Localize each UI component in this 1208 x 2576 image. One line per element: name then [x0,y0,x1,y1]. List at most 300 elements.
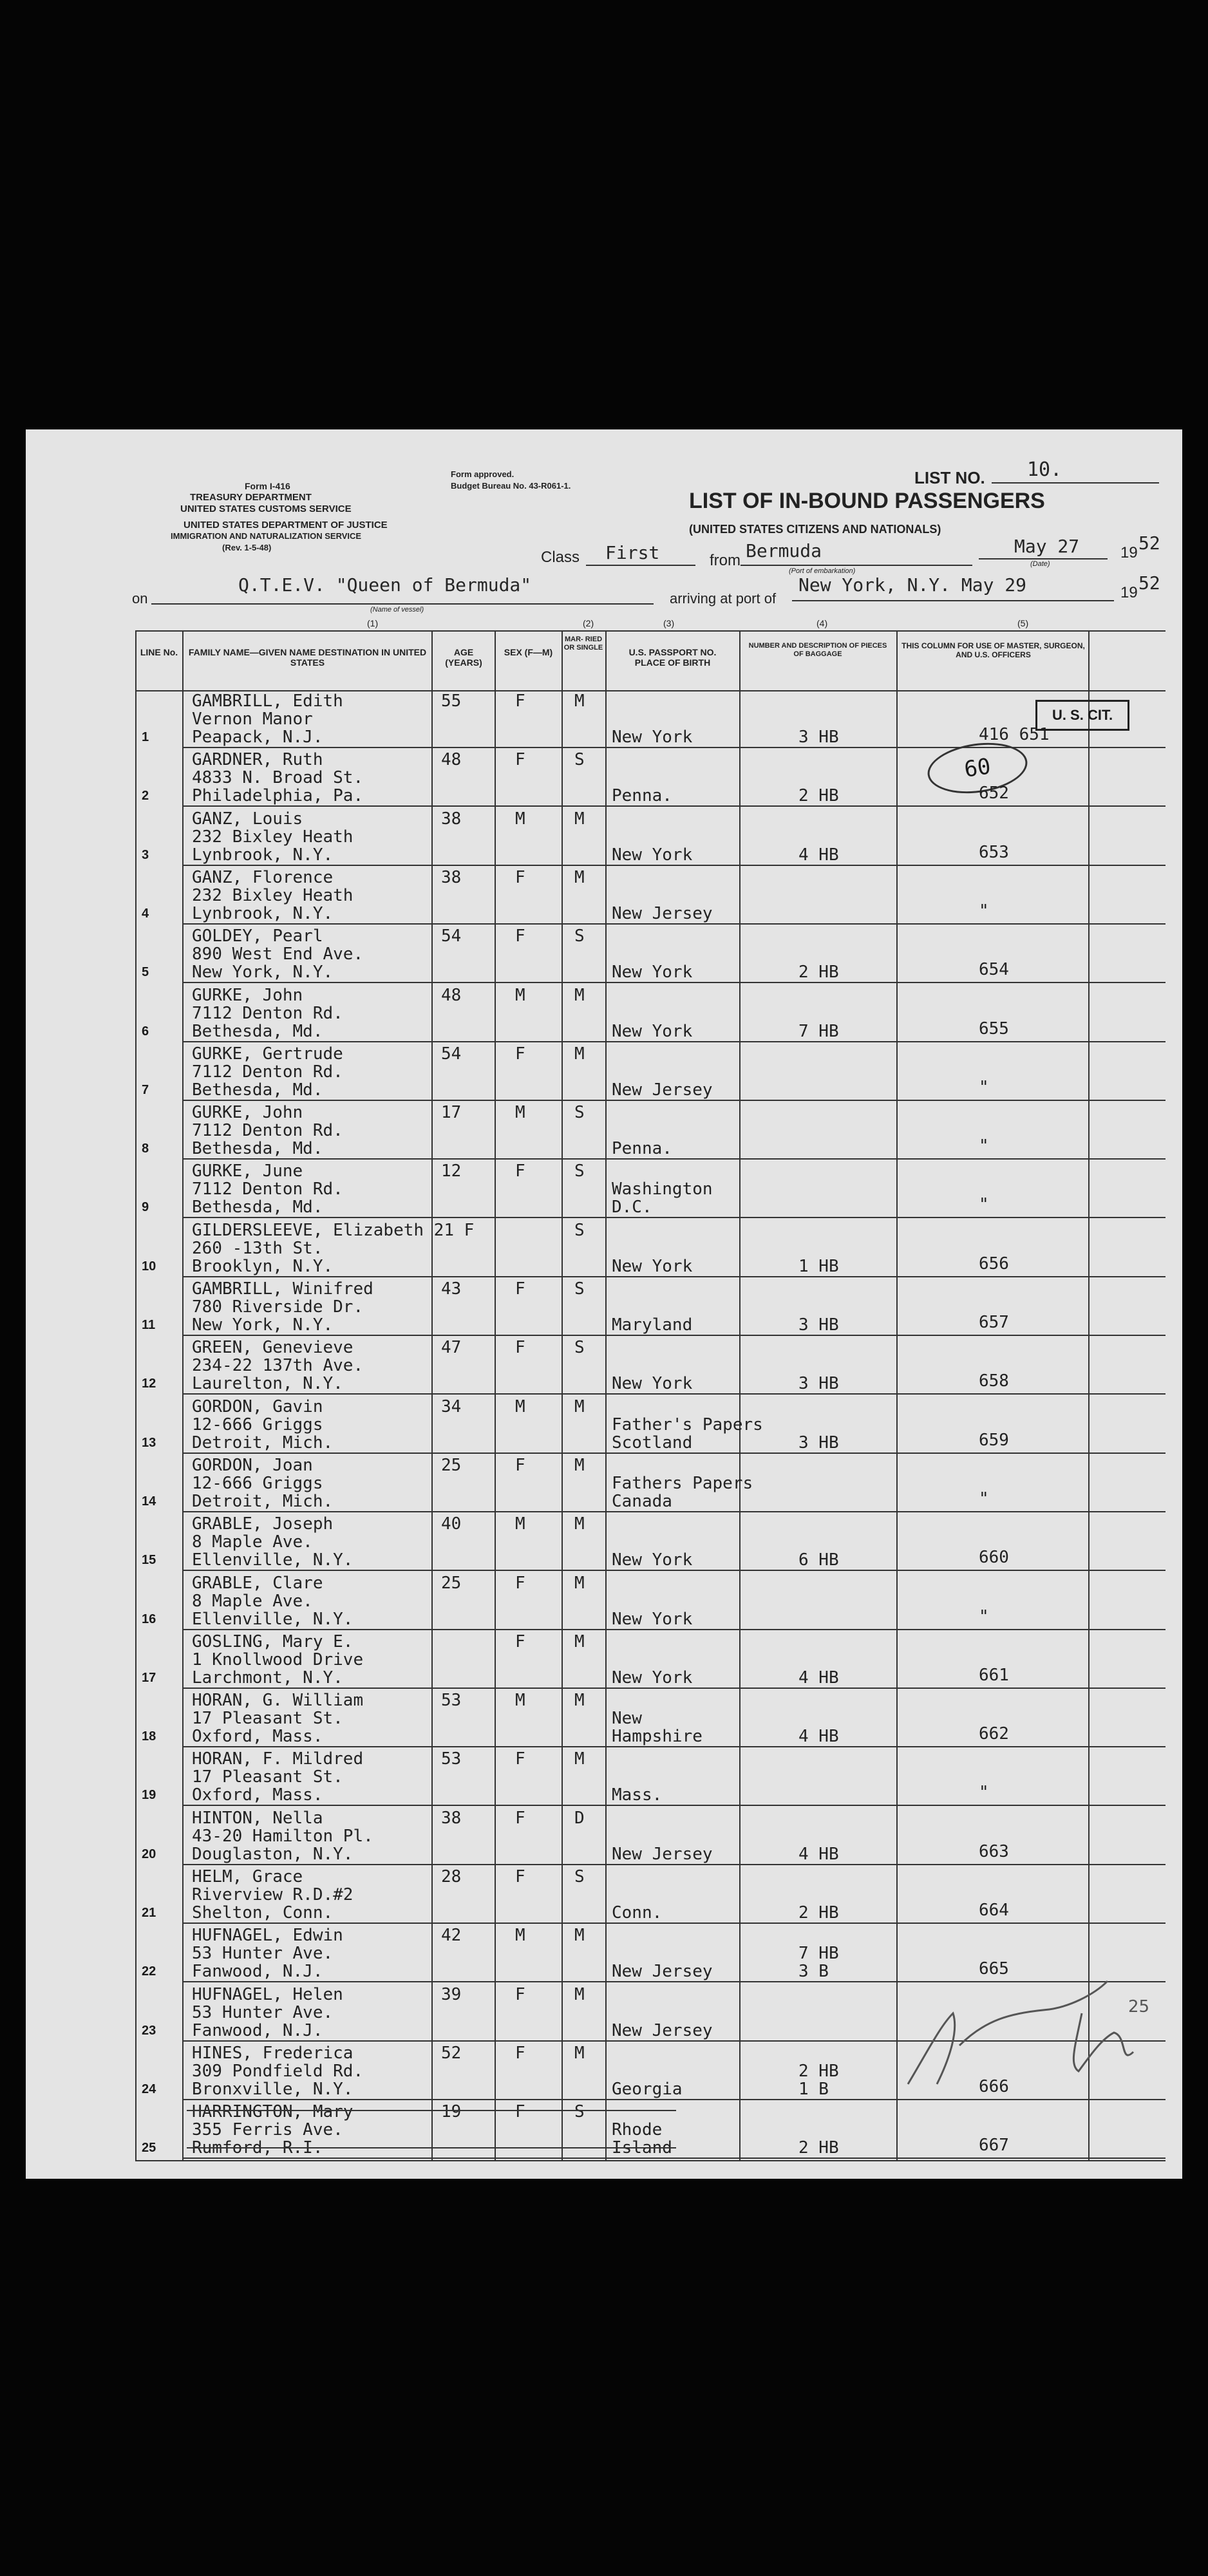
vessel-label: (Name of vessel) [370,606,424,614]
table-row [26,984,1182,1042]
passenger-name: GURKE, John [192,1103,303,1123]
passenger-name: GRABLE, Clare [192,1573,323,1593]
age-value: 55 [441,691,462,711]
sex-value: M [515,1514,525,1534]
line-number: 9 [142,1200,149,1215]
sex-value: F [515,926,525,946]
passenger-name: GARDNER, Ruth [192,750,323,770]
address-line-2: Brooklyn, N.Y. [192,1256,334,1276]
birthplace-line-2: New Jersey [612,903,713,923]
passenger-name: GORDON, Joan [192,1455,313,1475]
header-passport-birth: U.S. PASSPORT NO. PLACE OF BIRTH [628,647,717,668]
sex-value: M [515,1396,525,1416]
date-label: (Date) [1030,560,1050,568]
on-label: on [132,590,148,606]
header-officers: THIS COLUMN FOR USE OF MASTER, SURGEON, AND U.S. OFFICERS [901,641,1085,659]
address-line-1: Riverview R.D.#2 [192,1885,354,1904]
birthplace-line-2: Penna. [612,786,672,806]
embark-label: (Port of embarkation) [789,567,856,575]
passenger-name: GANZ, Florence [192,867,334,887]
address-line-2: New York, N.Y. [192,1315,334,1335]
officer-number: 660 [979,1548,1009,1568]
table-row [26,1748,1182,1806]
officer-number: " [979,901,989,921]
passenger-name: GAMBRILL, Edith [192,691,343,711]
from-value: Bermuda [746,540,822,561]
age-value: 25 [441,1455,462,1475]
table-row [26,1924,1182,1982]
form-number: Form I-416 [245,481,290,491]
birthplace-line-2: New York [612,1668,693,1688]
passenger-name: GOLDEY, Pearl [192,926,323,946]
age-value: 38 [441,867,462,887]
col-num-1: (1) [367,618,379,628]
passenger-name: GURKE, Gertrude [192,1044,343,1064]
birthplace-line-2: D.C. [612,1198,652,1217]
line-number: 11 [142,1318,156,1332]
passenger-name: HARRINGTON, Mary [192,2102,354,2122]
address-line-2: Fanwood, N.J. [192,1962,323,1982]
line-number: 17 [142,1670,156,1685]
officer-number: 656 [979,1254,1009,1274]
age-value: 39 [441,1984,462,2004]
passenger-name: HORAN, G. William [192,1691,364,1711]
marital-status: M [574,1631,585,1651]
baggage-line-2: 1 HB [798,1256,839,1276]
marital-status: S [574,1338,585,1358]
address-line-1: 53 Hunter Ave. [192,1944,334,1964]
birthplace-line-2: New York [612,1374,693,1394]
officer-number: 665 [979,1959,1009,1979]
officer-number: 663 [979,1841,1009,1861]
passenger-list-document [26,429,1182,2179]
marital-status: M [574,1691,585,1711]
age-value: 34 [441,1396,462,1416]
marital-status: S [574,2102,585,2122]
passenger-name: HUFNAGEL, Edwin [192,1926,343,1946]
marital-status: S [574,926,585,946]
address-line-2: Bronxville, N.Y. [192,2079,354,2099]
line-number: 25 [142,2141,156,2156]
sex-value: F [515,1455,525,1475]
table-row [26,1337,1182,1395]
table-row [26,1572,1182,1630]
col-num-3: (3) [663,618,675,628]
table-row [26,1278,1182,1336]
address-line-2: Larchmont, N.Y. [192,1668,343,1688]
marital-status: M [574,2043,585,2063]
age-value: 43 [441,1279,462,1299]
passenger-name: GREEN, Genevieve [192,1338,354,1358]
document-title: LIST OF IN-BOUND PASSENGERS [689,489,1045,513]
birthplace-line-2: New Jersey [612,1844,713,1864]
address-line-2: Ellenville, N.Y. [192,1550,354,1570]
baggage-line-2: 7 HB [798,1021,839,1041]
officer-number: 657 [979,1313,1009,1332]
header-line-no: LINE No. [140,647,178,657]
col-num-4: (4) [816,618,828,628]
sex-value: F [515,1984,525,2004]
marital-status: M [574,809,585,829]
birthplace-line-2: New York [612,1021,693,1041]
officer-number: 664 [979,1901,1009,1920]
birthplace-line-2: Canada [612,1491,672,1511]
line-number: 6 [142,1024,149,1039]
line-number: 20 [142,1847,156,1861]
age-value: 48 [441,750,462,770]
sex-value: F [515,867,525,887]
passenger-name: GOSLING, Mary E. [192,1631,354,1651]
address-line-1: 7112 Denton Rd. [192,1062,343,1082]
address-line-2: Lynbrook, N.Y. [192,845,334,865]
baggage-line-2: 2 HB [798,786,839,806]
table-row [26,1043,1182,1101]
officer-number: 416 651 [979,725,1050,744]
age-value: 38 [441,809,462,829]
officer-number: 661 [979,1665,1009,1685]
sex-value: F [515,1808,525,1828]
address-line-1: 17 Pleasant St. [192,1709,343,1729]
line-number: 16 [142,1612,156,1626]
birthplace-line-2: New York [612,845,693,865]
marital-status: M [574,1573,585,1593]
header-name-destination: FAMILY NAME—GIVEN NAME DESTINATION IN UNITED STATES [188,647,427,668]
address-line-2: Fanwood, N.J. [192,2020,323,2040]
birthplace-line-2: New York [612,1609,693,1629]
address-line-2: Bethesda, Md. [192,1139,323,1159]
birthplace-line-2: New York [612,1256,693,1276]
birthplace-line-1: Father's Papers [612,1415,763,1434]
age-value: 42 [441,1926,462,1946]
header-age: AGE (YEARS) [445,647,482,668]
sex-value: F [515,1044,525,1064]
officer-number: 659 [979,1430,1009,1450]
header-married: MAR- RIED OR SINGLE [563,635,603,652]
arrival-port-date: New York, N.Y. May 29 [798,574,1027,596]
svg-text:25: 25 [1128,1997,1150,2017]
marital-status: M [574,1984,585,2004]
address-line-2: Peapack, N.J. [192,728,323,747]
sex-value: M [515,985,525,1005]
line-number: 1 [142,730,149,744]
age-value: 48 [441,985,462,1005]
marital-status: M [574,691,585,711]
address-line-1: 1 Knollwood Drive [192,1650,364,1669]
birthplace-line-2: New Jersey [612,1080,713,1100]
sex-value: M [515,1926,525,1946]
passenger-name: HORAN, F. Mildred [192,1749,364,1769]
circled-count: 60 [924,737,1030,800]
birthplace-line-2: Conn. [612,1903,663,1923]
line-number: 19 [142,1788,156,1803]
age-value: 17 [441,1103,462,1123]
address-line-1: 7112 Denton Rd. [192,1180,343,1199]
birthplace-line-2: Georgia [612,2079,683,2099]
passenger-name: HELM, Grace [192,1867,303,1886]
table-row [26,808,1182,866]
baggage-line-2: 2 HB [798,963,839,982]
address-line-2: Bethesda, Md. [192,1198,323,1217]
address-line-1: 309 Pondfield Rd. [192,2061,364,2081]
baggage-line-2: 3 HB [798,728,839,747]
sex-value: F [515,750,525,770]
marital-status: S [574,750,585,770]
address-line-1: 232 Bixley Heath [192,827,354,847]
passenger-name: GORDON, Gavin [192,1396,323,1416]
sex-value: M [515,1103,525,1123]
immigration-service: IMMIGRATION AND NATURALIZATION SERVICE [171,531,362,541]
line-number: 10 [142,1259,156,1274]
officer-number: 666 [979,2076,1009,2096]
us-citizen-stamp: U. S. CIT. [1035,700,1129,731]
line-number: 2 [142,789,149,804]
passenger-name: GANZ, Louis [192,809,303,829]
address-line-2: Rumford, R.I. [192,2138,323,2158]
birthplace-line-2: New Jersey [612,1962,713,1982]
baggage-line-2: 3 HB [798,1374,839,1394]
birthplace-line-1: New [612,1709,642,1729]
sex-value: M [515,1691,525,1711]
table-row [26,1160,1182,1218]
passenger-name: GURKE, John [192,985,303,1005]
form-revision: (Rev. 1-5-48) [222,543,272,552]
marital-status: S [574,1867,585,1886]
marital-status: M [574,1044,585,1064]
line-number: 7 [142,1082,149,1097]
sex-value: F [515,1749,525,1769]
address-line-1: 7112 Denton Rd. [192,1003,343,1023]
age-value: 52 [441,2043,462,2063]
dept-of-justice: UNITED STATES DEPARTMENT OF JUSTICE [184,520,388,531]
address-line-2: New York, N.Y. [192,963,334,982]
address-line-2: Ellenville, N.Y. [192,1609,354,1629]
list-no-label: LIST NO. [914,468,985,487]
line-number: 13 [142,1435,156,1450]
officer-number: 667 [979,2136,1009,2156]
officer-number: " [979,1077,989,1097]
baggage-line-2: 4 HB [798,1727,839,1747]
table-row [26,1454,1182,1512]
passenger-name: HINES, Frederica [192,2043,354,2063]
marital-status: M [574,1396,585,1416]
birthplace-line-2: New Jersey [612,2020,713,2040]
age-value: 53 [441,1691,462,1711]
sex-value: F [515,1279,525,1299]
address-line-1: 355 Ferris Ave. [192,2120,343,2140]
officer-number: 658 [979,1371,1009,1391]
address-line-1: 12-666 Griggs [192,1473,323,1493]
sex-value: F [515,691,525,711]
address-line-1: 17 Pleasant St. [192,1767,343,1787]
officer-number: 662 [979,1724,1009,1744]
address-line-1: 43-20 Hamilton Pl. [192,1826,373,1846]
baggage-line-2: 2 HB [798,1903,839,1923]
table-row [26,1866,1182,1924]
from-label: from [710,552,741,569]
baggage-line-2: 1 B [798,2079,829,2099]
arrival-year: 52 [1138,572,1160,594]
sex-value: F [515,1631,525,1651]
officer-number: 652 [979,784,1009,804]
marital-status: M [574,1749,585,1769]
year-prefix: 19 [1120,544,1138,561]
address-line-1: 7112 Denton Rd. [192,1121,343,1141]
address-line-2: Douglaston, N.Y. [192,1844,354,1864]
passenger-name: GAMBRILL, Winifred [192,1279,373,1299]
address-line-1: 8 Maple Ave. [192,1591,313,1611]
line-number: 15 [142,1553,156,1568]
passenger-name: GRABLE, Joseph [192,1514,334,1534]
sex-value: F [515,1573,525,1593]
table-row [26,1219,1182,1277]
class-value: First [605,542,660,563]
passenger-name: HUFNAGEL, Helen [192,1984,343,2004]
arrival-year-prefix: 19 [1120,584,1138,601]
birthplace-line-2: Maryland [612,1315,693,1335]
address-line-2: Detroit, Mich. [192,1433,334,1453]
age-value: 25 [441,1573,462,1593]
marital-status: S [574,1220,585,1240]
line-number: 8 [142,1142,149,1156]
address-line-2: Bethesda, Md. [192,1080,323,1100]
departure-date: May 27 [1014,536,1080,557]
form-approved: Form approved. [451,469,514,479]
birthplace-line-1: Fathers Papers [612,1473,753,1493]
address-line-2: Laurelton, N.Y. [192,1374,343,1394]
table-row [26,749,1182,807]
birthplace-line-2: Mass. [612,1785,663,1805]
passenger-name: GILDERSLEEVE, Elizabeth 21 F [192,1220,475,1240]
line-number: 14 [142,1494,156,1509]
table-row [26,867,1182,925]
marital-status: S [574,1279,585,1299]
birthplace-line-2: New York [612,1550,693,1570]
departure-year: 52 [1138,532,1160,554]
marital-status: S [574,1161,585,1181]
officer-number: " [979,1489,989,1509]
address-line-2: Oxford, Mass. [192,1727,323,1747]
age-value: 28 [441,1867,462,1886]
document-subtitle: (UNITED STATES CITIZENS AND NATIONALS) [689,523,941,536]
sex-value: F [515,1867,525,1886]
age-value: 54 [441,1044,462,1064]
sex-value: M [515,809,525,829]
header-baggage: NUMBER AND DESCRIPTION OF PIECES OF BAGGAGE [748,642,887,658]
address-line-2: Bethesda, Md. [192,1021,323,1041]
baggage-line-2: 6 HB [798,1550,839,1570]
sex-value: F [515,1338,525,1358]
line-number: 24 [142,2082,156,2096]
handwritten-signature [882,1975,1178,2103]
col-num-2: (2) [583,618,594,628]
table-row [26,1102,1182,1160]
officer-number: " [979,1195,989,1215]
address-line-1: 890 West End Ave. [192,945,364,964]
treasury-department: TREASURY DEPARTMENT [190,492,312,503]
line-number: 23 [142,2023,156,2038]
address-line-2: Philadelphia, Pa. [192,786,364,806]
address-line-2: Oxford, Mass. [192,1785,323,1805]
baggage-line-1: 7 HB [798,1944,839,1964]
sex-value: F [515,1161,525,1181]
officer-number: " [979,1136,989,1156]
sex-value: F [515,2043,525,2063]
address-line-1: 12-666 Griggs [192,1415,323,1434]
line-number: 18 [142,1729,156,1744]
birthplace-line-2: Scotland [612,1433,693,1453]
class-label: Class [541,549,580,566]
line-number: 4 [142,906,149,921]
baggage-line-2: 4 HB [798,1668,839,1688]
table-row [26,925,1182,983]
officer-number: 653 [979,842,1009,862]
baggage-line-2: 3 HB [798,1315,839,1335]
birthplace-line-2: Hampshire [612,1727,703,1747]
address-line-1: 8 Maple Ave. [192,1532,313,1552]
birthplace-line-2: New York [612,728,693,747]
officer-number: 654 [979,960,1009,980]
line-number: 12 [142,1377,156,1391]
address-line-1: 232 Bixley Heath [192,885,354,905]
birthplace-line-2: New York [612,963,693,982]
marital-status: M [574,867,585,887]
officer-number: " [979,1606,989,1626]
address-line-1: 234-22 137th Ave. [192,1356,364,1376]
address-line-2: Lynbrook, N.Y. [192,903,334,923]
age-value: 54 [441,926,462,946]
age-value: 38 [441,1808,462,1828]
baggage-line-2: 3 HB [798,1433,839,1453]
line-number: 21 [142,1906,156,1920]
line-number: 22 [142,1964,156,1979]
line-number: 3 [142,847,149,862]
sex-value: F [515,2102,525,2122]
birthplace-line-2: Island [612,2138,672,2158]
baggage-line-1: 2 HB [798,2061,839,2081]
address-line-1: 53 Hunter Ave. [192,2002,334,2022]
line-number: 5 [142,965,149,980]
passenger-name: HINTON, Nella [192,1808,323,1828]
officer-number: " [979,1783,989,1803]
table-row [26,1513,1182,1571]
baggage-line-2: 3 B [798,1962,829,1982]
address-line-2: Detroit, Mich. [192,1491,334,1511]
address-line-2: Shelton, Conn. [192,1903,334,1923]
passenger-name: GURKE, June [192,1161,303,1181]
marital-status: M [574,1926,585,1946]
budget-bureau: Budget Bureau No. 43-R061-1. [451,481,571,491]
age-value: 53 [441,1749,462,1769]
header-sex: SEX (F—M) [504,647,553,657]
vessel-name: Q.T.E.V. "Queen of Bermuda" [238,574,532,596]
age-value: 12 [441,1161,462,1181]
table-row [26,1631,1182,1689]
address-line-1: Vernon Manor [192,710,313,729]
marital-status: M [574,1455,585,1475]
marital-status: M [574,1514,585,1534]
baggage-line-2: 4 HB [798,1844,839,1864]
baggage-line-2: 2 HB [798,2138,839,2158]
address-line-1: 4833 N. Broad St. [192,768,364,788]
address-line-1: 260 -13th St. [192,1238,323,1258]
address-line-1: 780 Riverside Dr. [192,1297,364,1317]
birthplace-line-1: Washington [612,1180,713,1199]
table-row [26,1396,1182,1454]
marital-status: M [574,985,585,1005]
marital-status: S [574,1103,585,1123]
table-row [26,2101,1182,2159]
age-value: 19 [441,2102,462,2122]
